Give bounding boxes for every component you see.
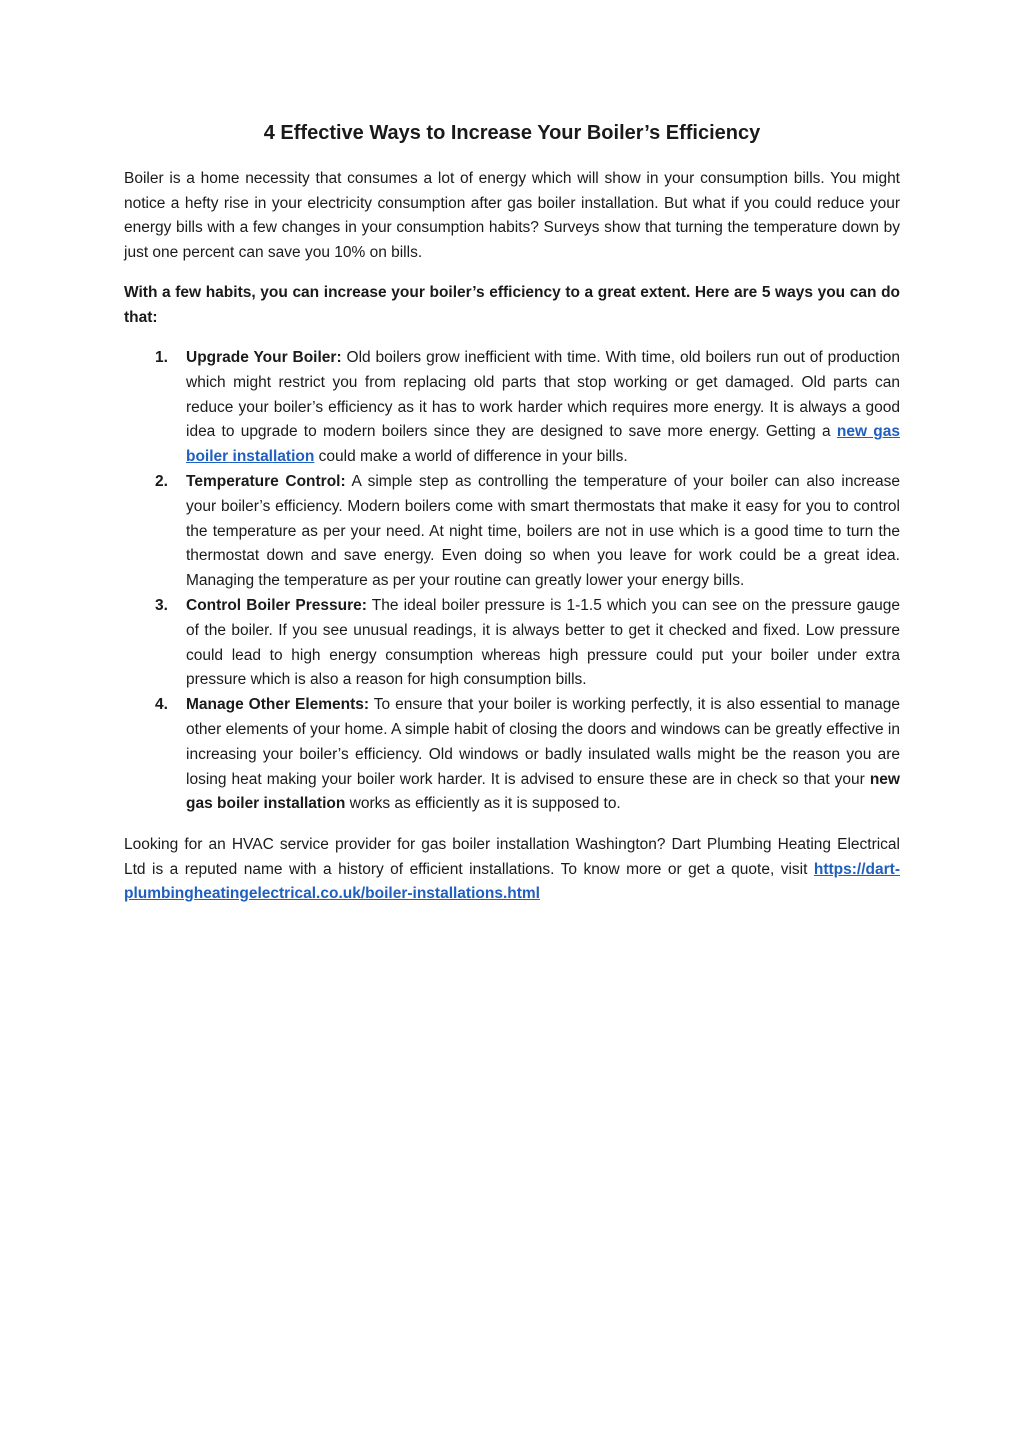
list-item-term: Upgrade Your Boiler:: [186, 349, 342, 366]
list-item-term: Manage Other Elements:: [186, 696, 370, 714]
website-link[interactable]: https://dart-plumbingheatingelectrical.co.uk/boiler-installations.html: [124, 860, 900, 903]
list-item-text: The ideal boiler pressure is 1-1.5 which you can see on the pressure gauge of the boiler. If you see unusual readings, it is always better to get it checked and fixed. Low pressure could lead to high energy consumption whereas high pressure could put your boiler under extra pressure which is also a reason for high consumption bills.: [186, 596, 901, 689]
page-title: 4 Effective Ways to Increase Your Boiler’s Efficiency: [263, 122, 761, 144]
closing-text: Looking for an HVAC service provider for gas boiler installation Washington? Dart Plumbing Heating Electrical Ltd is a reputed name with a history of efficient installations. To know more or get a quote, visit: [124, 836, 900, 878]
new-gas-boiler-installation-link[interactable]: new gas boiler installation: [186, 423, 900, 466]
list-item: [124, 470, 900, 594]
list-item-text: To ensure that your boiler is working perfectly, it is also essential to manage other elements of your home. A simple habit of closing the doors and windows can be greatly effective in increasing your boiler’s efficiency. Old windows or badly insulated walls might be the reason you are losing heat making your boiler work harder. It is advised to ensure these are in check so that your: [186, 696, 900, 788]
closing-paragraph: [124, 833, 900, 907]
list-item-text-end: could make a world of difference in your bills.: [314, 448, 628, 466]
list-item: [124, 693, 900, 817]
list-item-text: A simple step as controlling the temperature of your boiler can also increase your boiler’s efficiency. Modern boilers come with smart thermostats that make it easy for you to control the temperature as per your need. At night time, boilers are not in use which is a good time to turn the thermostat down and save energy. Even doing so when you leave for work could be a great idea. Managing the temperature as per your routine can greatly lower your energy bills.: [186, 472, 900, 590]
list-item: [124, 594, 900, 693]
list-item-text-end: works as efficiently as it is supposed to.: [345, 795, 621, 813]
lead-paragraph: With a few habits, you can increase your boiler’s efficiency to a great extent. Here are 5 ways you can do that:: [124, 284, 900, 326]
list-item-number: 3.: [155, 596, 168, 614]
document-body: [124, 122, 900, 907]
list-item-number: 2.: [155, 472, 168, 490]
list-item-emphasis: new gas boiler installation: [186, 770, 900, 813]
intro-paragraph: Boiler is a home necessity that consumes a lot of energy which will show in your consumption bills. You might notice a hefty rise in your electricity consumption after gas boiler installation. But what if you could reduce your energy bills with a few changes in your consumption habits? Surveys show that turning the temperature down by just one percent can save you 10% on bills.: [124, 170, 900, 261]
list-item-text: Old boilers grow inefficient with time. With time, old boilers run out of production which might restrict you from replacing old parts that stop working or get damaged. Old parts can reduce your boiler’s efficiency as it has to work harder which requires more energy. It is always a good idea to upgrade to modern boilers since they are designed to save more energy. Getting a: [186, 349, 900, 441]
list-item-term: Control Boiler Pressure:: [186, 596, 367, 614]
tips-list: [124, 346, 900, 817]
list-item-number: 4.: [155, 696, 168, 714]
list-item-term: Temperature Control:: [186, 472, 346, 490]
list-item-number: 1.: [155, 349, 168, 366]
list-item: [124, 346, 900, 470]
